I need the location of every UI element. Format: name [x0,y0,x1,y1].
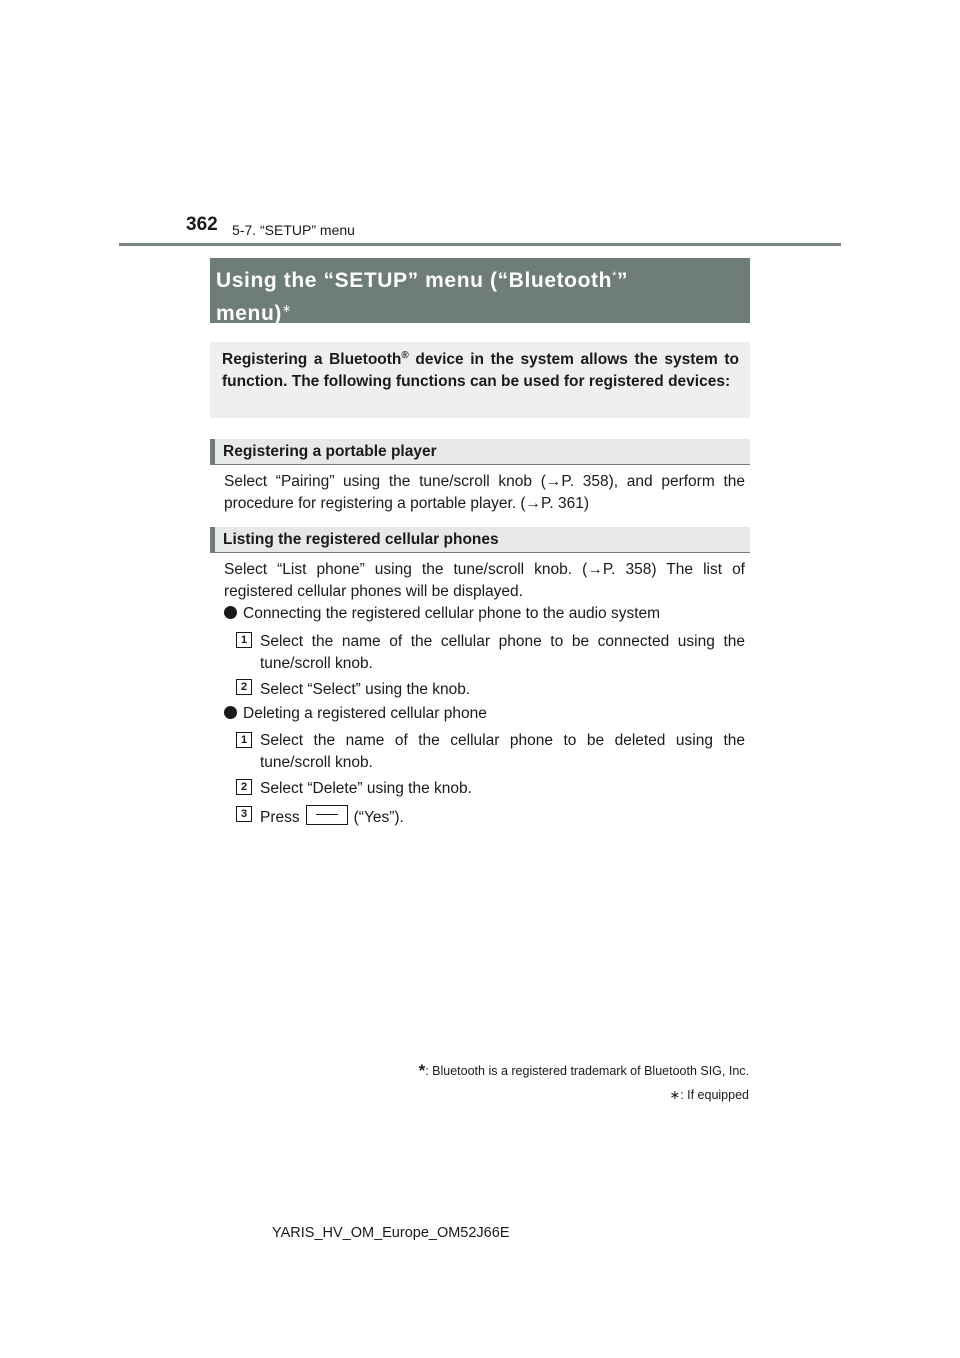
step-text-press-yes: Press (“Yes”). [260,805,745,829]
document-code: YARIS_HV_OM_Europe_OM52J66E [272,1225,510,1241]
registered-phones-text: Select “List phone” using the tune/scroll knob. (→P. 358) The list of registered cellular phones will be displayed. [224,561,745,600]
title-line-2: menu)∗ [216,302,292,325]
bullet-dot [224,706,237,719]
registered-mark: ® [401,350,409,361]
step-text: Select the name of the cellular phone to be deleted using the tune/scroll knob. [260,732,745,771]
header-rule [119,243,841,246]
heading-portable-player: Registering a portable player [210,439,750,465]
heading-registered-phones: Listing the registered cellular phones [210,527,750,553]
yes-key-icon [306,805,348,825]
page-number: 362 [186,214,218,235]
footnote-trademark: *: Bluetooth is a registered trademark of Bluetooth SIG, Inc. [418,1061,749,1080]
title-equipped-mark: ∗ [282,303,292,315]
step-text: Select “Select” using the knob. [260,681,471,698]
section-reference: 5-7. “SETUP” menu [232,222,355,238]
bullet-connect: Connecting the registered cellular phone to the audio system [224,603,745,625]
step-badge: 2 [236,779,252,795]
step-badge: 2 [236,679,252,695]
bullet-delete: Deleting a registered cellular phone [224,703,745,725]
intro-box: Registering a Bluetooth® device in the system allows the system to function. The following functions can be used for registered devices: [210,342,750,418]
step-badge: 3 [236,806,252,822]
title-asterisk: * [612,270,617,282]
bullet-dot [224,606,237,619]
title-line-1: Using the “SETUP” menu (“Bluetooth*” [216,269,629,292]
step-text: Select “Delete” using the knob. [260,780,472,797]
step-badge: 1 [236,732,252,748]
portable-player-text: Select “Pairing” using the tune/scroll knob (→P. 358), and perform the procedure for registering a portable player. (→P. 361) [224,473,745,512]
footnote-if-equipped: ∗: If equipped [669,1088,749,1102]
step-badge: 1 [236,632,252,648]
step-text: Select the name of the cellular phone to be connected using the tune/scroll knob. [260,633,745,672]
title-banner [210,258,750,323]
